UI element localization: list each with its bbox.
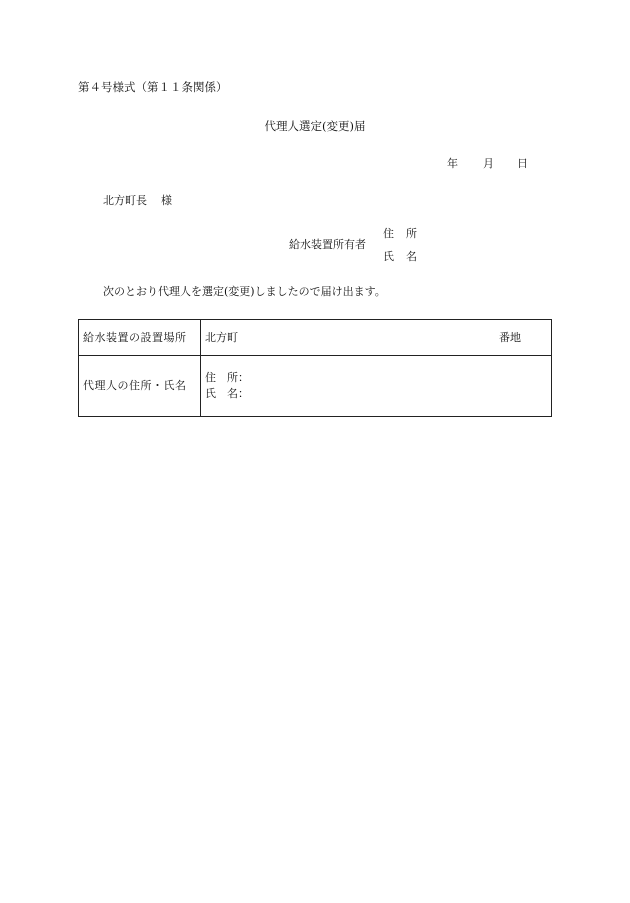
info-table	[78, 319, 552, 417]
document-title: 代理人選定(変更)届	[264, 119, 366, 133]
owner-role-label: 給水装置所有者	[289, 238, 366, 251]
location-value-cell[interactable]	[201, 320, 552, 356]
owner-name-label-char-2: 名	[406, 250, 417, 263]
owner-address-label-char-1: 住	[383, 227, 394, 240]
location-prefix: 北方町	[205, 330, 238, 344]
location-label: 給水装置の設置場所	[79, 320, 201, 356]
agent-label: 代理人の住所・氏名	[79, 356, 201, 417]
owner-name-label	[383, 251, 417, 262]
table-row-location	[79, 320, 552, 356]
owner-address-label-char-2: 所	[406, 227, 417, 240]
date-day-label: 日	[517, 157, 528, 170]
date-month-label: 月	[483, 157, 494, 170]
addressee-honorific: 様	[161, 194, 172, 207]
addressee-name: 北方町長	[103, 194, 147, 207]
agent-value-cell[interactable]	[201, 356, 552, 417]
owner-address-label	[383, 228, 417, 239]
addressee	[103, 195, 172, 206]
owner-name-label-char-1: 氏	[383, 250, 394, 263]
date-year-label: 年	[447, 157, 458, 170]
location-suffix: 番地	[499, 330, 521, 344]
table-row-agent	[79, 356, 552, 417]
statement-text: 次のとおり代理人を選定(変更)しましたので届け出ます。	[103, 285, 386, 298]
agent-address-label: 住 所：	[205, 371, 249, 385]
agent-name-label: 氏 名：	[205, 387, 249, 400]
form-number: 第４号様式（第１１条関係）	[78, 80, 228, 94]
